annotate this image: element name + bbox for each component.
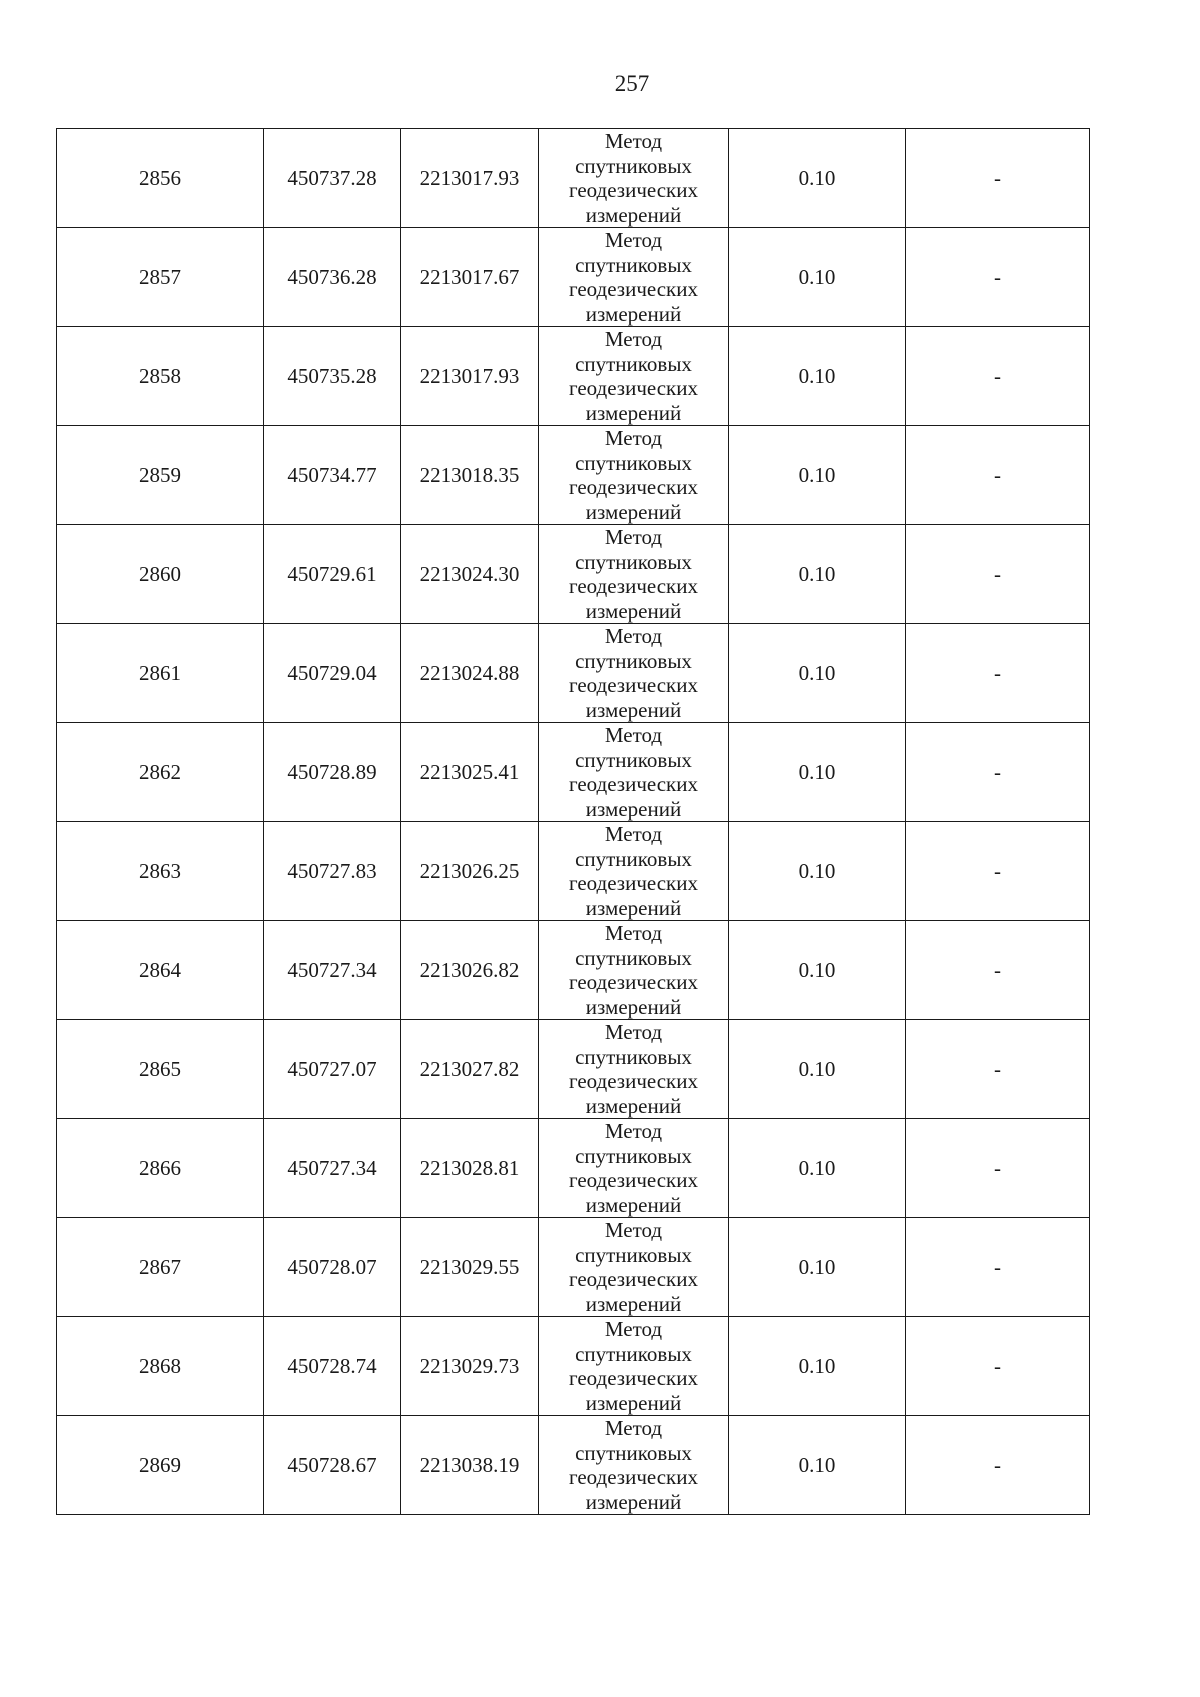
accuracy-cell: 0.10 [729, 1020, 906, 1119]
method-cell [539, 921, 729, 1020]
method-line: измерений [585, 796, 682, 821]
method-line: геодезических [568, 1267, 698, 1291]
note-cell: - [906, 921, 1090, 1020]
method-line: геодезических [568, 376, 698, 400]
method-line: геодезических [568, 970, 698, 994]
point-number-cell: 2867 [57, 1218, 264, 1317]
method-line: измерений [585, 1291, 682, 1316]
method-line: измерений [585, 697, 682, 722]
point-number-cell: 2863 [57, 822, 264, 921]
table-row [57, 129, 1090, 228]
method-line: спутниковых [575, 549, 692, 574]
accuracy-cell: 0.10 [729, 426, 906, 525]
table-row [57, 525, 1090, 624]
note-cell: - [906, 723, 1090, 822]
method-cell [539, 525, 729, 624]
method-line: спутниковых [575, 1341, 692, 1366]
point-number-cell: 2860 [57, 525, 264, 624]
x-coordinate-cell: 450736.28 [264, 228, 401, 327]
point-number-cell: 2859 [57, 426, 264, 525]
method-line: спутниковых [575, 945, 692, 970]
method-cell [539, 723, 729, 822]
method-line: измерений [585, 1093, 682, 1118]
method-line: измерений [585, 499, 682, 524]
page-number: 257 [614, 71, 650, 96]
method-line: спутниковых [575, 1242, 692, 1267]
method-line: геодезических [568, 871, 698, 895]
note-cell: - [906, 426, 1090, 525]
x-coordinate-cell: 450735.28 [264, 327, 401, 426]
accuracy-cell: 0.10 [729, 921, 906, 1020]
x-coordinate-cell: 450727.34 [264, 921, 401, 1020]
method-line: Метод [604, 723, 663, 747]
method-line: измерений [585, 598, 682, 623]
y-coordinate-cell: 2213017.93 [401, 129, 539, 228]
y-coordinate-cell: 2213028.81 [401, 1119, 539, 1218]
accuracy-cell: 0.10 [729, 1119, 906, 1218]
accuracy-cell: 0.10 [729, 1317, 906, 1416]
method-cell [539, 426, 729, 525]
method-line: спутниковых [575, 153, 692, 178]
accuracy-cell: 0.10 [729, 228, 906, 327]
table-row [57, 624, 1090, 723]
method-line: Метод [604, 1119, 663, 1143]
method-line: спутниковых [575, 1044, 692, 1069]
y-coordinate-cell: 2213024.30 [401, 525, 539, 624]
table-row [57, 822, 1090, 921]
method-line: измерений [585, 301, 682, 326]
note-cell: - [906, 129, 1090, 228]
table-row [57, 327, 1090, 426]
y-coordinate-cell: 2213029.73 [401, 1317, 539, 1416]
method-line: геодезических [568, 1168, 698, 1192]
x-coordinate-cell: 450727.83 [264, 822, 401, 921]
method-line: измерений [585, 994, 682, 1019]
method-line: Метод [604, 1020, 663, 1044]
point-number-cell: 2866 [57, 1119, 264, 1218]
method-cell [539, 1218, 729, 1317]
table-row [57, 1020, 1090, 1119]
method-line: Метод [604, 1317, 663, 1341]
method-line: измерений [585, 1192, 682, 1217]
note-cell: - [906, 1218, 1090, 1317]
accuracy-cell: 0.10 [729, 129, 906, 228]
y-coordinate-cell: 2213038.19 [401, 1416, 539, 1515]
accuracy-cell: 0.10 [729, 822, 906, 921]
method-line: измерений [585, 400, 682, 425]
method-line: спутниковых [575, 1440, 692, 1465]
note-cell: - [906, 1317, 1090, 1416]
x-coordinate-cell: 450727.34 [264, 1119, 401, 1218]
method-cell [539, 624, 729, 723]
method-line: спутниковых [575, 648, 692, 673]
table-row [57, 1218, 1090, 1317]
y-coordinate-cell: 2213027.82 [401, 1020, 539, 1119]
accuracy-cell: 0.10 [729, 1218, 906, 1317]
method-line: измерений [585, 1390, 682, 1415]
method-cell [539, 129, 729, 228]
table-row [57, 1416, 1090, 1515]
method-line: Метод [604, 624, 663, 648]
point-number-cell: 2869 [57, 1416, 264, 1515]
note-cell: - [906, 228, 1090, 327]
point-number-cell: 2865 [57, 1020, 264, 1119]
y-coordinate-cell: 2213025.41 [401, 723, 539, 822]
method-line: спутниковых [575, 252, 692, 277]
note-cell: - [906, 1416, 1090, 1515]
method-line: Метод [604, 426, 663, 450]
method-line: спутниковых [575, 846, 692, 871]
y-coordinate-cell: 2213026.82 [401, 921, 539, 1020]
method-line: спутниковых [575, 747, 692, 772]
method-cell [539, 1020, 729, 1119]
method-line: Метод [604, 525, 663, 549]
method-line: геодезических [568, 178, 698, 202]
point-number-cell: 2862 [57, 723, 264, 822]
x-coordinate-cell: 450728.67 [264, 1416, 401, 1515]
method-cell [539, 228, 729, 327]
table-row [57, 1119, 1090, 1218]
method-line: спутниковых [575, 1143, 692, 1168]
note-cell: - [906, 822, 1090, 921]
y-coordinate-cell: 2213026.25 [401, 822, 539, 921]
method-line: геодезических [568, 1465, 698, 1489]
note-cell: - [906, 624, 1090, 723]
y-coordinate-cell: 2213024.88 [401, 624, 539, 723]
method-line: геодезических [568, 772, 698, 796]
point-number-cell: 2868 [57, 1317, 264, 1416]
method-line: Метод [604, 1416, 663, 1440]
table-row [57, 228, 1090, 327]
method-line: геодезических [568, 277, 698, 301]
x-coordinate-cell: 450728.07 [264, 1218, 401, 1317]
method-line: геодезических [568, 475, 698, 499]
y-coordinate-cell: 2213018.35 [401, 426, 539, 525]
method-cell [539, 1317, 729, 1416]
method-line: геодезических [568, 1069, 698, 1093]
method-line: геодезических [568, 673, 698, 697]
table-row [57, 1317, 1090, 1416]
x-coordinate-cell: 450729.61 [264, 525, 401, 624]
method-line: Метод [604, 822, 663, 846]
x-coordinate-cell: 450729.04 [264, 624, 401, 723]
note-cell: - [906, 327, 1090, 426]
method-line: Метод [604, 228, 663, 252]
y-coordinate-cell: 2213017.67 [401, 228, 539, 327]
accuracy-cell: 0.10 [729, 1416, 906, 1515]
method-cell [539, 327, 729, 426]
note-cell: - [906, 525, 1090, 624]
method-line: измерений [585, 202, 682, 227]
x-coordinate-cell: 450728.74 [264, 1317, 401, 1416]
point-number-cell: 2861 [57, 624, 264, 723]
method-cell [539, 822, 729, 921]
note-cell: - [906, 1020, 1090, 1119]
method-line: Метод [604, 921, 663, 945]
method-cell [539, 1416, 729, 1515]
point-number-cell: 2858 [57, 327, 264, 426]
point-number-cell: 2857 [57, 228, 264, 327]
method-line: измерений [585, 895, 682, 920]
x-coordinate-cell: 450727.07 [264, 1020, 401, 1119]
point-number-cell: 2864 [57, 921, 264, 1020]
table-body [57, 129, 1090, 1515]
method-line: геодезических [568, 574, 698, 598]
y-coordinate-cell: 2213029.55 [401, 1218, 539, 1317]
accuracy-cell: 0.10 [729, 624, 906, 723]
x-coordinate-cell: 450734.77 [264, 426, 401, 525]
method-line: Метод [604, 1218, 663, 1242]
note-cell: - [906, 1119, 1090, 1218]
x-coordinate-cell: 450728.89 [264, 723, 401, 822]
method-line: спутниковых [575, 351, 692, 376]
table-row [57, 723, 1090, 822]
method-line: Метод [604, 129, 663, 153]
x-coordinate-cell: 450737.28 [264, 129, 401, 228]
accuracy-cell: 0.10 [729, 723, 906, 822]
method-line: Метод [604, 327, 663, 351]
method-line: измерений [585, 1489, 682, 1514]
y-coordinate-cell: 2213017.93 [401, 327, 539, 426]
method-line: спутниковых [575, 450, 692, 475]
coordinates-table [56, 128, 1090, 1515]
point-number-cell: 2856 [57, 129, 264, 228]
accuracy-cell: 0.10 [729, 525, 906, 624]
method-cell [539, 1119, 729, 1218]
table-row [57, 426, 1090, 525]
method-line: геодезических [568, 1366, 698, 1390]
table-row [57, 921, 1090, 1020]
accuracy-cell: 0.10 [729, 327, 906, 426]
